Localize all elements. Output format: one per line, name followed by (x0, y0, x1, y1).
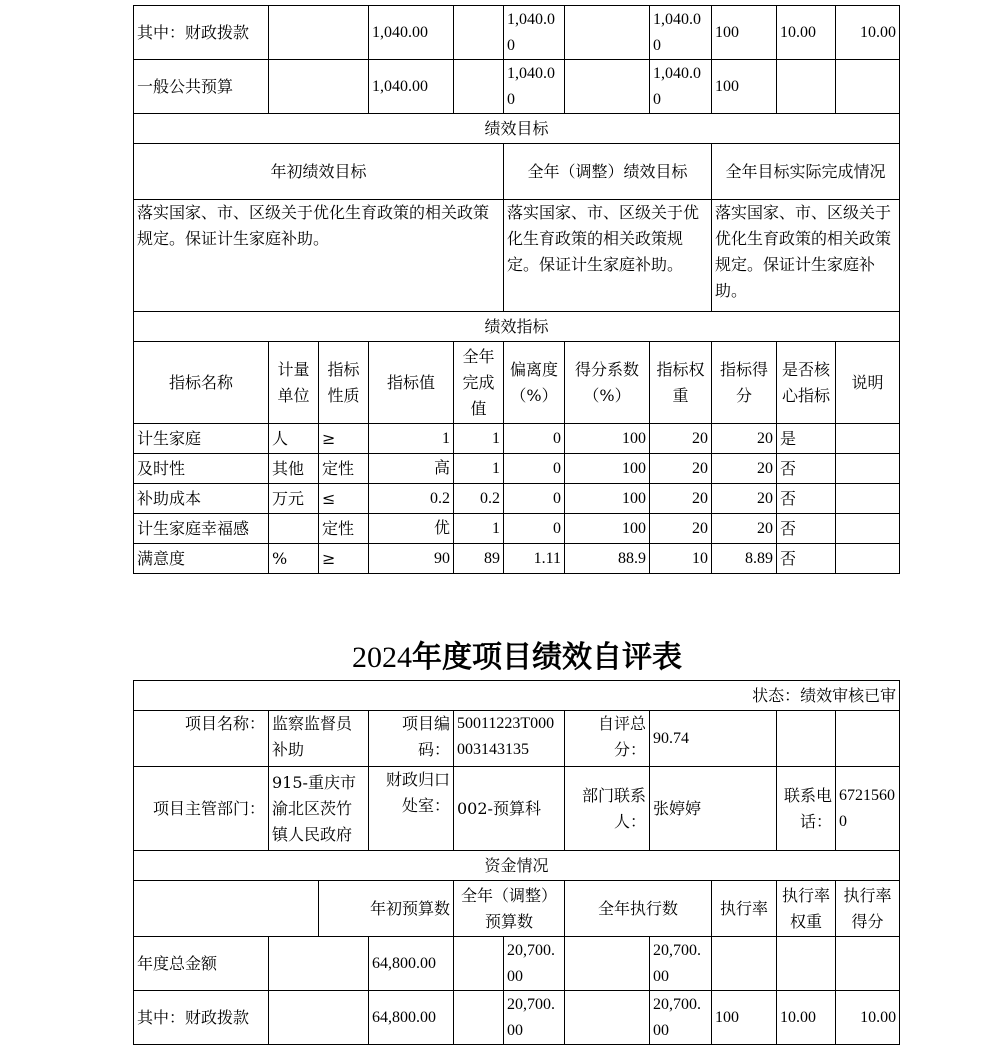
finance-value: 002-预算科 (454, 767, 565, 851)
contact-value: 张婷婷 (650, 767, 777, 851)
indicator-coefficient: 100 (565, 454, 650, 484)
indicator-score: 20 (712, 514, 777, 544)
indicator-value: 0.2 (369, 484, 454, 514)
col-header: 指标权重 (650, 342, 712, 424)
col-header: 计量单位 (269, 342, 319, 424)
col-initial: 年初预算数 (319, 881, 454, 937)
col-weight: 执行率权重 (777, 881, 836, 937)
indicator-row (134, 484, 900, 514)
indicator-nature: 定性 (319, 454, 369, 484)
fund-rate: 100 (712, 60, 777, 114)
indicator-coefficient: 100 (565, 484, 650, 514)
indicators-header: 绩效指标 (134, 312, 900, 342)
indicator-unit (269, 514, 319, 544)
indicator-score: 8.89 (712, 544, 777, 574)
indicator-deviation: 0 (504, 454, 565, 484)
indicator-core: 是 (777, 424, 836, 454)
indicator-deviation: 1.11 (504, 544, 565, 574)
dept-value: 915-重庆市渝北区茨竹镇人民政府 (269, 767, 369, 851)
fund-executed: 20,700.00 (650, 937, 712, 991)
goal-initial-text: 落实国家、市、区级关于优化生育政策的相关政策规定。保证计生家庭补助。 (134, 200, 504, 312)
fund-adjusted: 1,040.00 (504, 60, 565, 114)
indicator-name: 及时性 (134, 454, 269, 484)
fund-row (134, 937, 900, 991)
fund-weight (777, 60, 836, 114)
fund-weight: 10.00 (777, 6, 836, 60)
col-rate: 执行率 (712, 881, 777, 937)
self-score: 90.74 (650, 711, 777, 767)
project-name-label: 项目名称： (134, 711, 269, 767)
indicator-deviation: 0 (504, 514, 565, 544)
fund-score (836, 937, 900, 991)
col-header: 指标性质 (319, 342, 369, 424)
fund-row (134, 6, 900, 60)
indicator-name: 补助成本 (134, 484, 269, 514)
indicator-row (134, 454, 900, 484)
indicator-coefficient: 100 (565, 514, 650, 544)
fund-adjusted: 20,700.00 (504, 991, 565, 1045)
fund-adjusted: 1,040.00 (504, 6, 565, 60)
indicator-unit: 万元 (269, 484, 319, 514)
fund-row (134, 991, 900, 1045)
indicator-weight: 20 (650, 484, 712, 514)
indicator-unit: % (269, 544, 319, 574)
indicator-note (836, 484, 900, 514)
phone-value: 67215600 (836, 767, 900, 851)
phone-label: 联系电话： (777, 767, 836, 851)
fund-initial: 1,040.00 (369, 6, 454, 60)
goal-actual-text: 落实国家、市、区级关于优化生育政策的相关政策规定。保证计生家庭补助。 (712, 200, 900, 312)
project-name: 监察监督员补助 (269, 711, 369, 767)
fund-score: 10.00 (836, 6, 900, 60)
contact-label: 部门联系人： (565, 767, 650, 851)
indicator-done: 0.2 (454, 484, 504, 514)
indicator-note (836, 424, 900, 454)
project-self-evaluation-table (133, 680, 900, 1045)
indicator-value: 高 (369, 454, 454, 484)
indicator-note (836, 514, 900, 544)
goal-col-initial: 年初绩效目标 (134, 144, 504, 200)
performance-table-continued (133, 5, 900, 574)
col-executed: 全年执行数 (565, 881, 712, 937)
fund-label: 一般公共预算 (134, 60, 269, 114)
indicator-row (134, 544, 900, 574)
indicator-done: 1 (454, 514, 504, 544)
indicator-core: 否 (777, 454, 836, 484)
fund-executed: 20,700.00 (650, 991, 712, 1045)
indicator-weight: 20 (650, 424, 712, 454)
indicator-deviation: 0 (504, 484, 565, 514)
fund-rate: 100 (712, 6, 777, 60)
indicator-value: 90 (369, 544, 454, 574)
col-header: 是否核心指标 (777, 342, 836, 424)
col-header: 指标值 (369, 342, 454, 424)
indicator-score: 20 (712, 454, 777, 484)
fund-initial: 64,800.00 (369, 937, 454, 991)
indicator-score: 20 (712, 484, 777, 514)
title-year: 2024 (352, 641, 412, 674)
indicator-value: 优 (369, 514, 454, 544)
indicator-nature: ≥ (319, 424, 369, 454)
indicator-value: 1 (369, 424, 454, 454)
indicator-weight: 20 (650, 514, 712, 544)
fund-initial: 64,800.00 (369, 991, 454, 1045)
col-header: 得分系数（%） (565, 342, 650, 424)
project-code: 50011223T000003143135 (454, 711, 565, 767)
fund-label: 其中：财政拨款 (134, 991, 269, 1045)
fund-rate: 100 (712, 991, 777, 1045)
indicator-weight: 10 (650, 544, 712, 574)
col-header: 偏离度（%） (504, 342, 565, 424)
indicator-core: 否 (777, 514, 836, 544)
goals-header: 绩效目标 (134, 114, 900, 144)
indicator-nature: ≤ (319, 484, 369, 514)
fund-executed: 1,040.00 (650, 60, 712, 114)
indicator-deviation: 0 (504, 424, 565, 454)
fund-row (134, 60, 900, 114)
title-text: 年度项目绩效自评表 (412, 641, 682, 674)
goal-adjusted-text: 落实国家、市、区级关于优化生育政策的相关政策规定。保证计生家庭补助。 (504, 200, 712, 312)
fund-score: 10.00 (836, 991, 900, 1045)
fund-initial: 1,040.00 (369, 60, 454, 114)
goal-col-adjusted: 全年（调整）绩效目标 (504, 144, 712, 200)
indicator-name: 满意度 (134, 544, 269, 574)
self-score-label: 自评总分： (565, 711, 650, 767)
indicator-weight: 20 (650, 454, 712, 484)
indicator-unit: 其他 (269, 454, 319, 484)
fund-score (836, 60, 900, 114)
fund-column-headers (134, 881, 900, 937)
indicator-unit: 人 (269, 424, 319, 454)
project-code-label: 项目编码： (369, 711, 454, 767)
indicator-coefficient: 100 (565, 424, 650, 454)
indicator-score: 20 (712, 424, 777, 454)
fund-weight: 10.00 (777, 991, 836, 1045)
fund-executed: 1,040.00 (650, 6, 712, 60)
dept-label: 项目主管部门： (134, 767, 269, 851)
indicator-note (836, 544, 900, 574)
col-score: 执行率得分 (836, 881, 900, 937)
fund-weight (777, 937, 836, 991)
funds-header: 资金情况 (134, 851, 900, 881)
indicator-row (134, 514, 900, 544)
indicator-done: 1 (454, 454, 504, 484)
indicator-core: 否 (777, 544, 836, 574)
col-header: 指标得分 (712, 342, 777, 424)
indicator-done: 89 (454, 544, 504, 574)
fund-rate (712, 937, 777, 991)
col-header: 指标名称 (134, 342, 269, 424)
finance-label: 财政归口处室： (369, 767, 454, 851)
goal-col-actual: 全年目标实际完成情况 (712, 144, 900, 200)
col-header: 全年完成值 (454, 342, 504, 424)
indicator-column-headers (134, 342, 900, 424)
indicator-nature: 定性 (319, 514, 369, 544)
status-text: 状态：绩效审核已审 (134, 681, 900, 711)
indicator-core: 否 (777, 484, 836, 514)
indicator-name: 计生家庭 (134, 424, 269, 454)
fund-adjusted: 20,700.00 (504, 937, 565, 991)
indicator-name: 计生家庭幸福感 (134, 514, 269, 544)
fund-label: 年度总金额 (134, 937, 269, 991)
page-title (0, 632, 1000, 676)
indicator-nature: ≥ (319, 544, 369, 574)
fund-label: 其中：财政拨款 (134, 6, 269, 60)
indicator-coefficient: 88.9 (565, 544, 650, 574)
indicator-row (134, 424, 900, 454)
col-header: 说明 (836, 342, 900, 424)
indicator-done: 1 (454, 424, 504, 454)
col-adjusted: 全年（调整）预算数 (454, 881, 565, 937)
indicator-note (836, 454, 900, 484)
